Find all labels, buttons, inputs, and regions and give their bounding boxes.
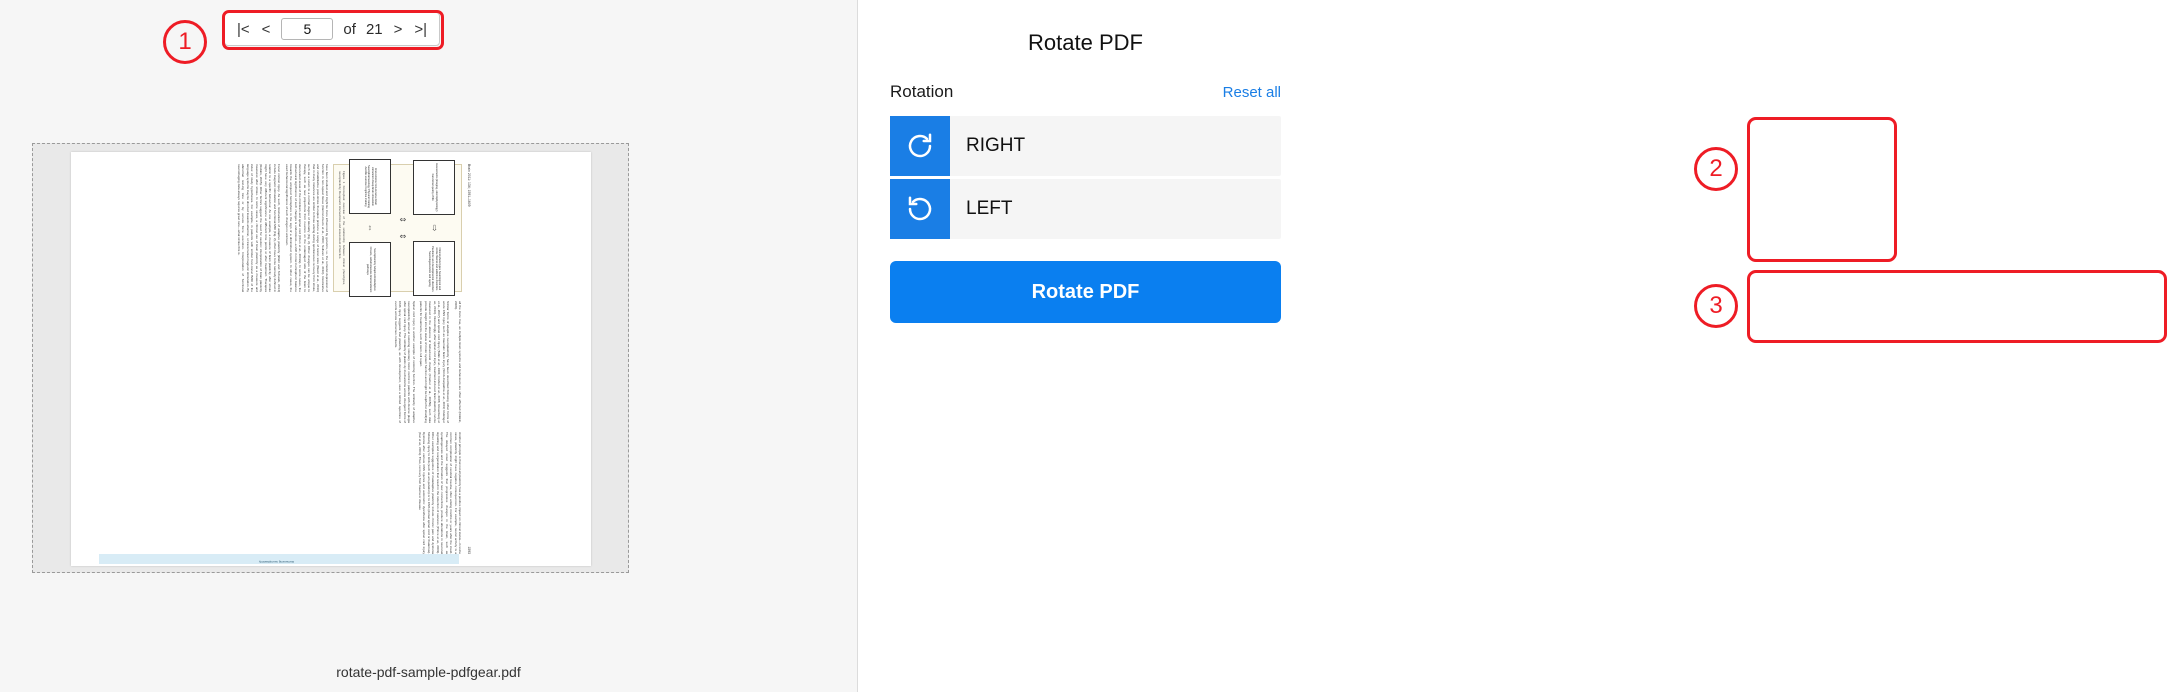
page-of-label: of — [343, 20, 356, 38]
figure-flowchart — [349, 162, 455, 293]
pdf-page — [71, 152, 591, 566]
body-paragraph: have been studied and might be more influenced by genetics, i.e. the remodel depression of function in non-repeat tissue (Ramon-Cueto et al., 2000; Sullivan et al., 2010). Restorative and rehabilitative post-stroke therapies produce a range of lesion sites (Ward et al., 2010) that in many instances are similar to those arising during spontaneous recovery from stroke, such as a return to a normal degree of laterality (Fig. 2). Other changes can be unique to therapy, such as new projections from neurons on the undamaged side of the brain to denervated areas of the mid-brain and spinal cord (Chen et al., 2002a). In some cases, the behavioural significance of such changes is understood—a shift in inter-hemispheric balance towards the uninjured hemisphere is the sign of a diminished system. In other cases, the exact behavioural significance of such changes is unknown. — [284, 164, 330, 292]
total-pages-label: 21 — [365, 20, 383, 38]
body-paragraph: Spinal cord injury is another example of restoring function. The similarity of adaptive neuroplasticity aimed at restoring voluntary motor control in patients with diverse plegia after spinal cord injury. The similarity of plastic-ity mechanisms across divergent forms of CNS injury suggests that plasticity, as with development, uses a limited repertoire of events across numerous contexts. — [393, 301, 416, 423]
page-number-input[interactable] — [281, 18, 333, 40]
body-paragraph: Another principle is that not all plasticity has a positive impact on clinical status—in some cases, plasticity might have negative consequences. For example, neural activity is a common complication of cerebral trauma, often arising months or years after the insult. The delayed onset suggests that progressive changes in the brain, such as synaptogenesis and the formation of new connections, produce alterations in neuronal signalling and reorganization that result in the induction of seizures (Prince et al., 2009). Other examples suggestive of maladaptive plasticity include chronic pain and dystonia following injury to limb (such as am-putation) or to CNS (dorsal spinal cord or thalamus). Dystonia after various CNS injuries and autonomic dysreflexia after spinal cord injury (Kar et al., 2001). Thus, recovery from trauma or disease — [417, 432, 463, 554]
pager — [224, 12, 440, 46]
figure-node: Clinical phenotypes Neurological and stroke Mental and addictive disorders Paediatric and developmental disorders Neurodegeneration and ageing — [413, 241, 455, 296]
rotation-option-right[interactable] — [890, 116, 1281, 176]
next-page-button[interactable]: > — [393, 20, 403, 38]
body-paragraph: Focal cortical injury. As such, biomarkers of adaptive plasticity (Wahl and Schwab, 2014) include magnetic stimulation and functional MRI (Fig. 2), often have to be narrowly defined in relation to a specific behaviour. As one example, a measure of brain plasticity after stroke might have very different significance at different time points or after treatment. Therapies (Dobkin, 2005). Other factors suggest the need for caution: interpretation of brain plasticity measures after stroke. In some cases, a clinical use of brain plasticity as a measure and index of study hypotheses. For example, in patients with similar func-tional fMRI of the language systems may be directed towards attention, or transcranial magnetic stimulation. By abnormal rest-ing tone or by excess force execution. Interpretation of functional neuroimaging data always requires great care—what stroke this is. — [236, 164, 282, 292]
body-paragraph: Similar forms of adaptive neuroplasticity have been described following other forms of acute CNS injury such as traumatic brain injury (Strick-Carpathia et al., 2009; Rubinger et al., 2007) and spinal cord injury (Tabik et al., 1991; Corbet et al., 2005; Rosenberg et al., 2010). Interestingly, after spinal cord injury, treatment-induced brain plasticity can be measured in the absence of behavioural change (Cramer et al., 2005b), such data provide insight into the status of motor system function and might be helpful for stratifying patients for treatments, such as stem cell repair. — [419, 301, 451, 423]
rotate-panel — [858, 0, 1723, 692]
rotate-right-icon[interactable] — [890, 116, 950, 176]
annotation-marker-2: 2 — [1694, 147, 1738, 191]
pager-toolbar — [224, 12, 440, 46]
annotation-highlight-button — [1747, 270, 2167, 343]
arrow-updown-icon: ⇕ — [398, 216, 408, 223]
document-column — [0, 164, 462, 292]
arrow-right-icon: ⇨ — [429, 224, 439, 232]
rotation-label: Rotation — [890, 82, 954, 101]
pdf-viewer-pane — [0, 0, 858, 692]
rotation-option-label: LEFT — [966, 198, 1013, 219]
figure-node: Interventions Non-invasive brain stimulation Deep brain stimulation Neuropharmacology Physical training Aerobic exercise Cognitive training — [349, 159, 391, 214]
document-columns — [0, 164, 462, 554]
journal-citation: Brain 2011: 134; 1591–1609 — [467, 164, 471, 207]
figure-1 — [333, 164, 462, 292]
arrow-updown-icon: ⇕ — [398, 233, 408, 240]
figure-caption: Figure 1 Conceptual overview of the relationship between clinical phenotypes, neuroplasticity, therapeutic interventions and assessment of function. — [338, 171, 347, 285]
document-header — [466, 164, 471, 554]
pdf-page-frame[interactable] — [32, 143, 629, 573]
panel-title: Rotate PDF — [1028, 30, 1143, 55]
document-column — [0, 301, 462, 423]
figure-node: Neuroplasticity Adaptive/maladaptive Circuits, cells/molecules Alternate/latent pathways — [349, 242, 391, 297]
pdf-page-content — [0, 152, 485, 566]
body-paragraph: all the more true, as multiple brain systems and behaviours are often affected (Dobkin, 2008). — [453, 301, 463, 423]
annotation-highlight-rotation — [1747, 117, 1897, 262]
reset-all-link[interactable]: Reset all — [1222, 84, 1281, 101]
file-name-label: rotate-pdf-sample-pdfgear.pdf — [336, 664, 521, 680]
document-side-tab: Harnessing neuroplasticity — [99, 554, 459, 564]
previous-page-button[interactable]: < — [261, 20, 271, 38]
page-number-printed: 1593 — [467, 546, 471, 554]
rotate-pdf-button[interactable]: Rotate PDF — [890, 261, 1281, 323]
annotation-marker-1: 1 — [163, 20, 207, 64]
first-page-button[interactable]: |< — [237, 20, 250, 38]
arrow-leftright-icon: ⇔ — [366, 224, 376, 232]
last-page-button[interactable]: >| — [414, 20, 428, 38]
figure-node: Assessments (imaging, electrophysiology) Functional quality of life — [413, 160, 455, 215]
rotation-option-label: RIGHT — [966, 135, 1026, 156]
document-column — [0, 432, 462, 554]
annotation-marker-3: 3 — [1694, 284, 1738, 328]
rotation-option-left[interactable] — [890, 179, 1281, 239]
rotation-options-list — [874, 116, 1297, 239]
rotation-header — [874, 82, 1297, 102]
rotate-left-icon[interactable] — [890, 179, 950, 239]
